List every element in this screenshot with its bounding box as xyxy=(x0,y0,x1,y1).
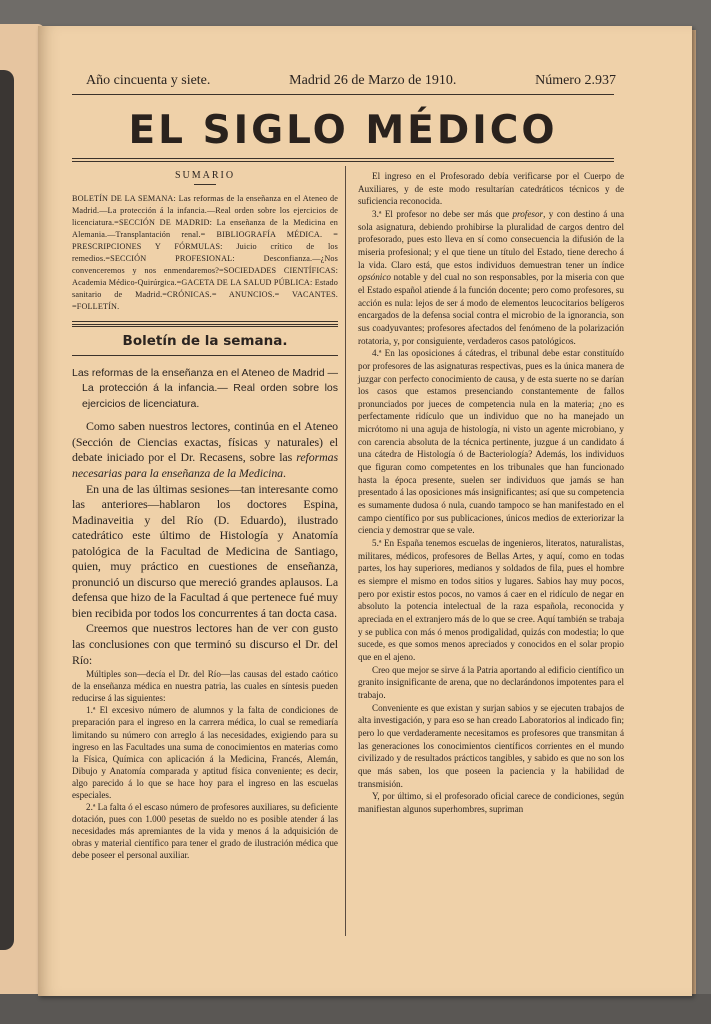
italic-text: profesor xyxy=(512,208,544,219)
quote-paragraph: Creo que mejor se sirve á la Patria aportando al edificio científico un granito insignificante de arena, que no declarándonos impotentes para el trabajo. xyxy=(358,664,624,700)
sumario-dash xyxy=(194,184,216,185)
newspaper-page xyxy=(38,26,692,996)
italic-text: reformas necesarias para la enseñanza de la Medicina xyxy=(72,450,338,480)
quote-paragraph: 2.ª La falta ó el escaso número de profesores auxiliares, su deficiente dotación, pues con 1.000 pesetas de sueldo no es posible atender á las necesidades más apremiantes de la vida y menos á la adquisición de obras y material científico para tener el grado de ilustración médica que debe poseer el personal auxiliar. xyxy=(72,802,338,861)
masthead-rule-bottom xyxy=(72,161,614,162)
binding-shadow xyxy=(0,70,14,950)
quote-paragraph: 5.ª En España tenemos escuelas de ingenieros, literatos, naturalistas, militares, médicos, profesores de Bellas Artes, y aquí, como en todas partes, los hay superiores, medianos y soldados de fila, pues el hombre es siempre el mismo en todos sitios y lugares. Sabios hay muy pocos, pero por existir estos pocos, no vamos á caer en el ridículo de negar en absoluto la potencia intelectual de la raza española, reconocida y apreciada en el extranjero más de lo que se cree. Aquí también se trabaja y se publica con más ó menos prodigalidad, quizás con modestia; lo que sucede, es que somos menos apreciados y conocidos en el solar propio que en el ajeno. xyxy=(358,538,624,662)
boletin-paragraph: En una de las últimas sesiones—tan interesante como las anteriores—hablaron los doctores Espina, Madinaveitia y del Río (D. Eduardo), ilustrado catedrático este último de Histología y Anatomía patológica de la Facultad de Medicina de Santiago, quien, muy práctico en cuestiones de enseñanza, pronunció un discurso que mereció grandes aplausos. La defensa que hizo de la Facultad á que pertenece fué muy bien recibida por todos los concurrentes á tan docta casa. xyxy=(72,481,338,620)
column-divider xyxy=(345,166,346,936)
issue-year: Año cincuenta y siete. xyxy=(86,73,211,88)
quote-paragraph: 1.ª El excesivo número de alumnos y la falta de condiciones de preparación para el ingreso en la carrera médica, lo cual se remediaría limitando su número con arreglo á las necesidades, exigiendo para su ingreso en las Facultades una suma de conocimientos en materias como la Física, Química con aplicación á la Medicina, Francés, Alemán, Dibujo y Anatomía comparada y aptitud física conveniente; es decir, algo parecido á lo que se hace hoy para el ingreso en las escuelas especiales. xyxy=(72,705,338,800)
left-column xyxy=(72,170,338,862)
sumario-rule xyxy=(72,321,338,322)
text-run: Como saben nuestros lectores, continúa en el Ateneo (Sección de Ciencias exactas, físicas y naturales) el debate iniciado por el Dr. Recasens, sobre las xyxy=(72,419,338,465)
quote-paragraph: Múltiples son—decía el Dr. del Río—las causas del estado caótico de la enseñanza médica en nuestra patria, las cuales en síntesis pueden reducirse á las siguientes: xyxy=(72,669,338,704)
sumario-heading: SUMARIO xyxy=(174,170,236,181)
quote-paragraph: 4.ª En las oposiciones á cátedras, el tribunal debe estar constituído por profesores de las asignaturas respectivas, pues es la única manera de juzgar con perfecto conocimiento de causa, y de esta suerte no se darían los casos que estamos presenciando constantemente de fallos pronunciados por jueces de competencia nula en la materia; ¿no es perfectamente ridículo que un individuo que no ha manejado un micrótomo ni una aguja de histología, ni visto un agente microbiano, y con carencia absoluta de la técnica pertinente, juzgue á un candidato á una cátedra de Histología ó de Bacteriología? Además, los individuos que figuran como competentes en los tribunales que han funcionado hasta la época presente, suelen ser individuos que jamás se han presentado á las oposiciones más insignificantes; así que su competencia es sumamente dudosa ó nula, cuando tampoco se han manifestado en el campo científico por sus publicaciones, únicos medios de exteriorizar la ciencia y demostrar que se vale. xyxy=(358,348,624,536)
boletin-paragraph xyxy=(72,419,338,481)
text-run: notable y del cual no son responsables, por la miseria con que el Estado español atiende á la función docente; pero como profesores, su acción es nula: lejos de ser á modo de elementos leucocitarios belígeros encargados de la defensa social contra el microbio de la ignorancia, son sus coadyuvantes; profesores afectados del fenómeno de la polarización rotatoria, y, por consiguiente, verdaderos casos patológicos. xyxy=(358,272,624,346)
boletin-heading: Boletín de la semana. xyxy=(122,332,288,349)
quote-paragraph xyxy=(358,208,624,347)
text-run: . xyxy=(283,465,286,480)
quote-paragraph: El ingreso en el Profesorado debía verificarse por el Cuerpo de Auxiliares, y de este modo resultarían catedráticos técnicos y de suficiencia reconocida. xyxy=(358,171,624,207)
boletin-lede: Las reformas de la enseñanza en el Ateneo de Madrid — La protección á la infancia.— Real orden sobre los ejercicios de licenciatura. xyxy=(72,366,338,410)
boletin-paragraph: Creemos que nuestros lectores han de ver con gusto las conclusiones con que terminó su discurso el Dr. del Río: xyxy=(72,621,338,667)
issue-date: Madrid 26 de Marzo de 1910. xyxy=(289,73,457,88)
right-column xyxy=(358,170,624,815)
text-run: , y con destino á una sola asignatura, debiendo prohibirse la pluralidad de cargos dentro del profesorado, pues esto lleva en sí como consecuencia la difusión de la miseria profesional; y el que tiene un título del Estado, tiene derecho á la vida. Claro está, que estos individuos demuestran tener un índice xyxy=(358,208,624,270)
text-run: 3.ª El profesor no debe ser más que xyxy=(372,208,513,219)
quote-paragraph: Conveniente es que existan y surjan sabios y se ejecuten trabajos de alta investigación, y para eso se han creado Laboratorios al indicado fin; pero lo que verdaderamente necesitamos es profesores que transmitan á las generaciones los conocimientos científicos corrientes en el mundo civilizado y de resultados prácticos tangibles, y sabido es que no son los que más saben, los que poseen la paciencia y la habilidad de transmisión. xyxy=(358,702,624,789)
sumario-text: BOLETÍN DE LA SEMANA: Las reformas de la enseñanza en el Ateneo de Madrid.—La protección á la infancia.—Real orden sobre los ejercicios de licenciatura.=SECCIÓN DE MADRID: La enseñanza de la Medicina en Alemania.—Transplantación renal.= BIBLIOGRAFÍA MÉDICA. = PRESCRIPCIONES Y FÓRMULAS: Juicio crítico de los remedios.=SECCIÓN PROFESIONAL: Desconfianza.—¿Nos convenceremos y nos enmendaremos?=SOCIEDADES CIENTÍFICAS: Academia Médico-Quirúrgica.=GACETA DE LA SALUD PÚBLICA: Estado sanitario de Madrid.=CRÓNICAS.= ANUNCIOS.= VACANTES. =FOLLETÍN. xyxy=(72,194,338,311)
quote-paragraph: Y, por último, si el profesorado oficial carece de condiciones, según manifiestan algunos superhombres, supriman xyxy=(358,791,624,814)
header-rule xyxy=(72,94,614,95)
issue-header xyxy=(86,73,616,91)
italic-text: opsónico xyxy=(358,272,391,283)
background-shadow xyxy=(0,994,711,1024)
boletin-rule xyxy=(72,355,338,356)
masthead-title: EL SIGLO MÉDICO xyxy=(128,108,558,153)
issue-number: Número 2.937 xyxy=(535,73,616,88)
masthead-rule-top xyxy=(72,158,614,159)
sumario-double-rule xyxy=(72,324,338,327)
